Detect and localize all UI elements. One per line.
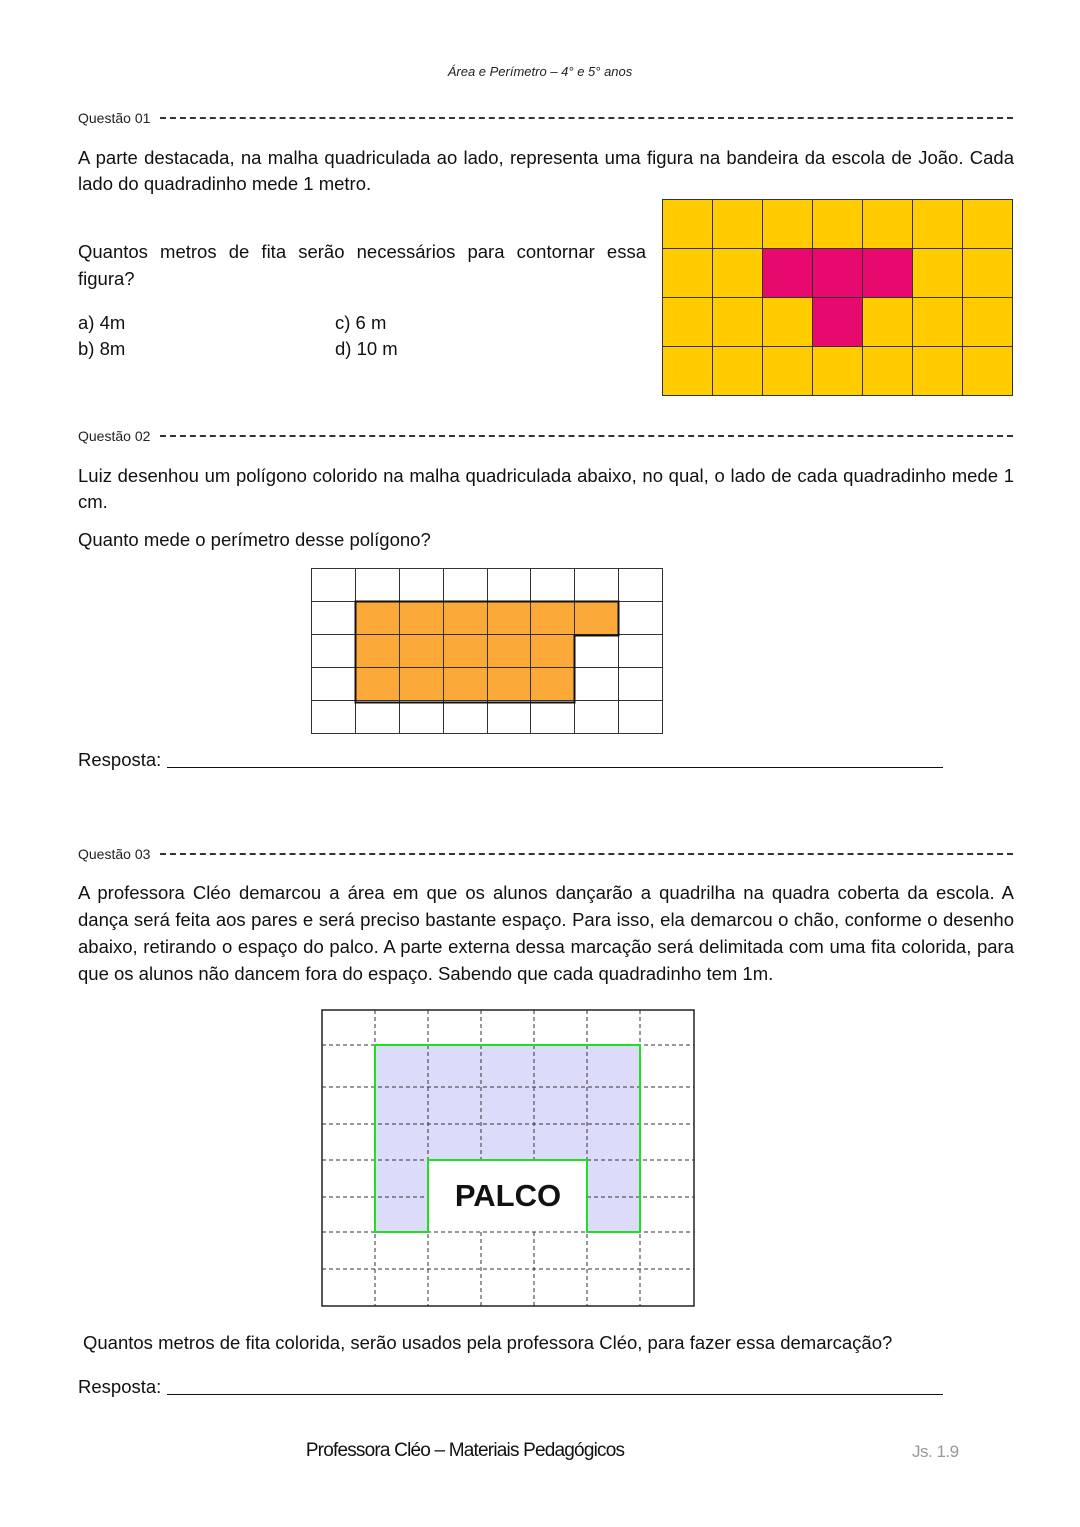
q1-option-c: c) 6 m bbox=[335, 312, 387, 333]
q1-question: Quantos metros de fita serão necessários para contornar essa figura? bbox=[78, 241, 646, 289]
q2-answer-label: Resposta: bbox=[78, 749, 162, 770]
q1-label: Questão 01 bbox=[78, 110, 151, 126]
q1-text: A parte destacada, na malha quadriculada ao lado, representa uma figura na bandeira da escola de João. Cada lado do quadradinho mede 1 metro. bbox=[78, 147, 1014, 194]
q1-option-a: a) 4m bbox=[78, 312, 126, 333]
q2-header bbox=[78, 428, 1013, 444]
q3-header bbox=[78, 846, 1013, 862]
q2-polygon-grid bbox=[311, 568, 663, 736]
q3-label: Questão 03 bbox=[78, 846, 151, 862]
q1-option-d: d) 10 m bbox=[335, 338, 398, 359]
q3-answer-line[interactable] bbox=[167, 1394, 943, 1395]
footer-code: Js. 1.9 bbox=[912, 1442, 959, 1461]
q1-option-b: b) 8m bbox=[78, 338, 126, 359]
q2-question: Quanto mede o perímetro desse polígono? bbox=[78, 529, 431, 550]
q1-header bbox=[78, 110, 1013, 126]
page-header-title: Área e Perímetro – 4° e 5° anos bbox=[447, 64, 633, 79]
q3-answer-label: Resposta: bbox=[78, 1376, 162, 1397]
q2-answer-line[interactable] bbox=[167, 767, 943, 768]
footer-credit: Professora Cléo – Materiais Pedagógicos bbox=[305, 1440, 625, 1461]
q3-question: Quantos metros de fita colorida, serão usados pela professora Cléo, para fazer essa demarcação? bbox=[83, 1332, 893, 1353]
q3-dashed-divider bbox=[160, 853, 1013, 855]
q2-label: Questão 02 bbox=[78, 428, 151, 444]
q2-polygon-outline bbox=[311, 568, 663, 736]
q3-dance-area-grid bbox=[321, 1009, 695, 1307]
q2-text: Luiz desenhou um polígono colorido na malha quadriculada abaixo, no qual, o lado de cada quadradinho mede 1 cm. bbox=[78, 465, 1014, 512]
q1-flag-grid bbox=[662, 199, 1013, 396]
q3-text: A professora Cléo demarcou a área em que os alunos dançarão a quadrilha na quadra coberta da escola. A dança será feita aos pares e será preciso bastante espaço. Para isso, ela demarcou o chão, conforme o desenho abaixo, retirando o espaço do palco. A parte externa dessa marcação será delimitada com uma fita colorida, para que os alunos não dancem fora do espaço. Sabendo que cada quadradinho tem 1m. bbox=[78, 882, 1014, 984]
q2-answer bbox=[78, 749, 943, 771]
q3-stage-label: PALCO bbox=[454, 1178, 562, 1213]
q2-dashed-divider bbox=[160, 435, 1013, 437]
q1-dashed-divider bbox=[160, 117, 1013, 119]
q3-answer bbox=[78, 1376, 943, 1398]
